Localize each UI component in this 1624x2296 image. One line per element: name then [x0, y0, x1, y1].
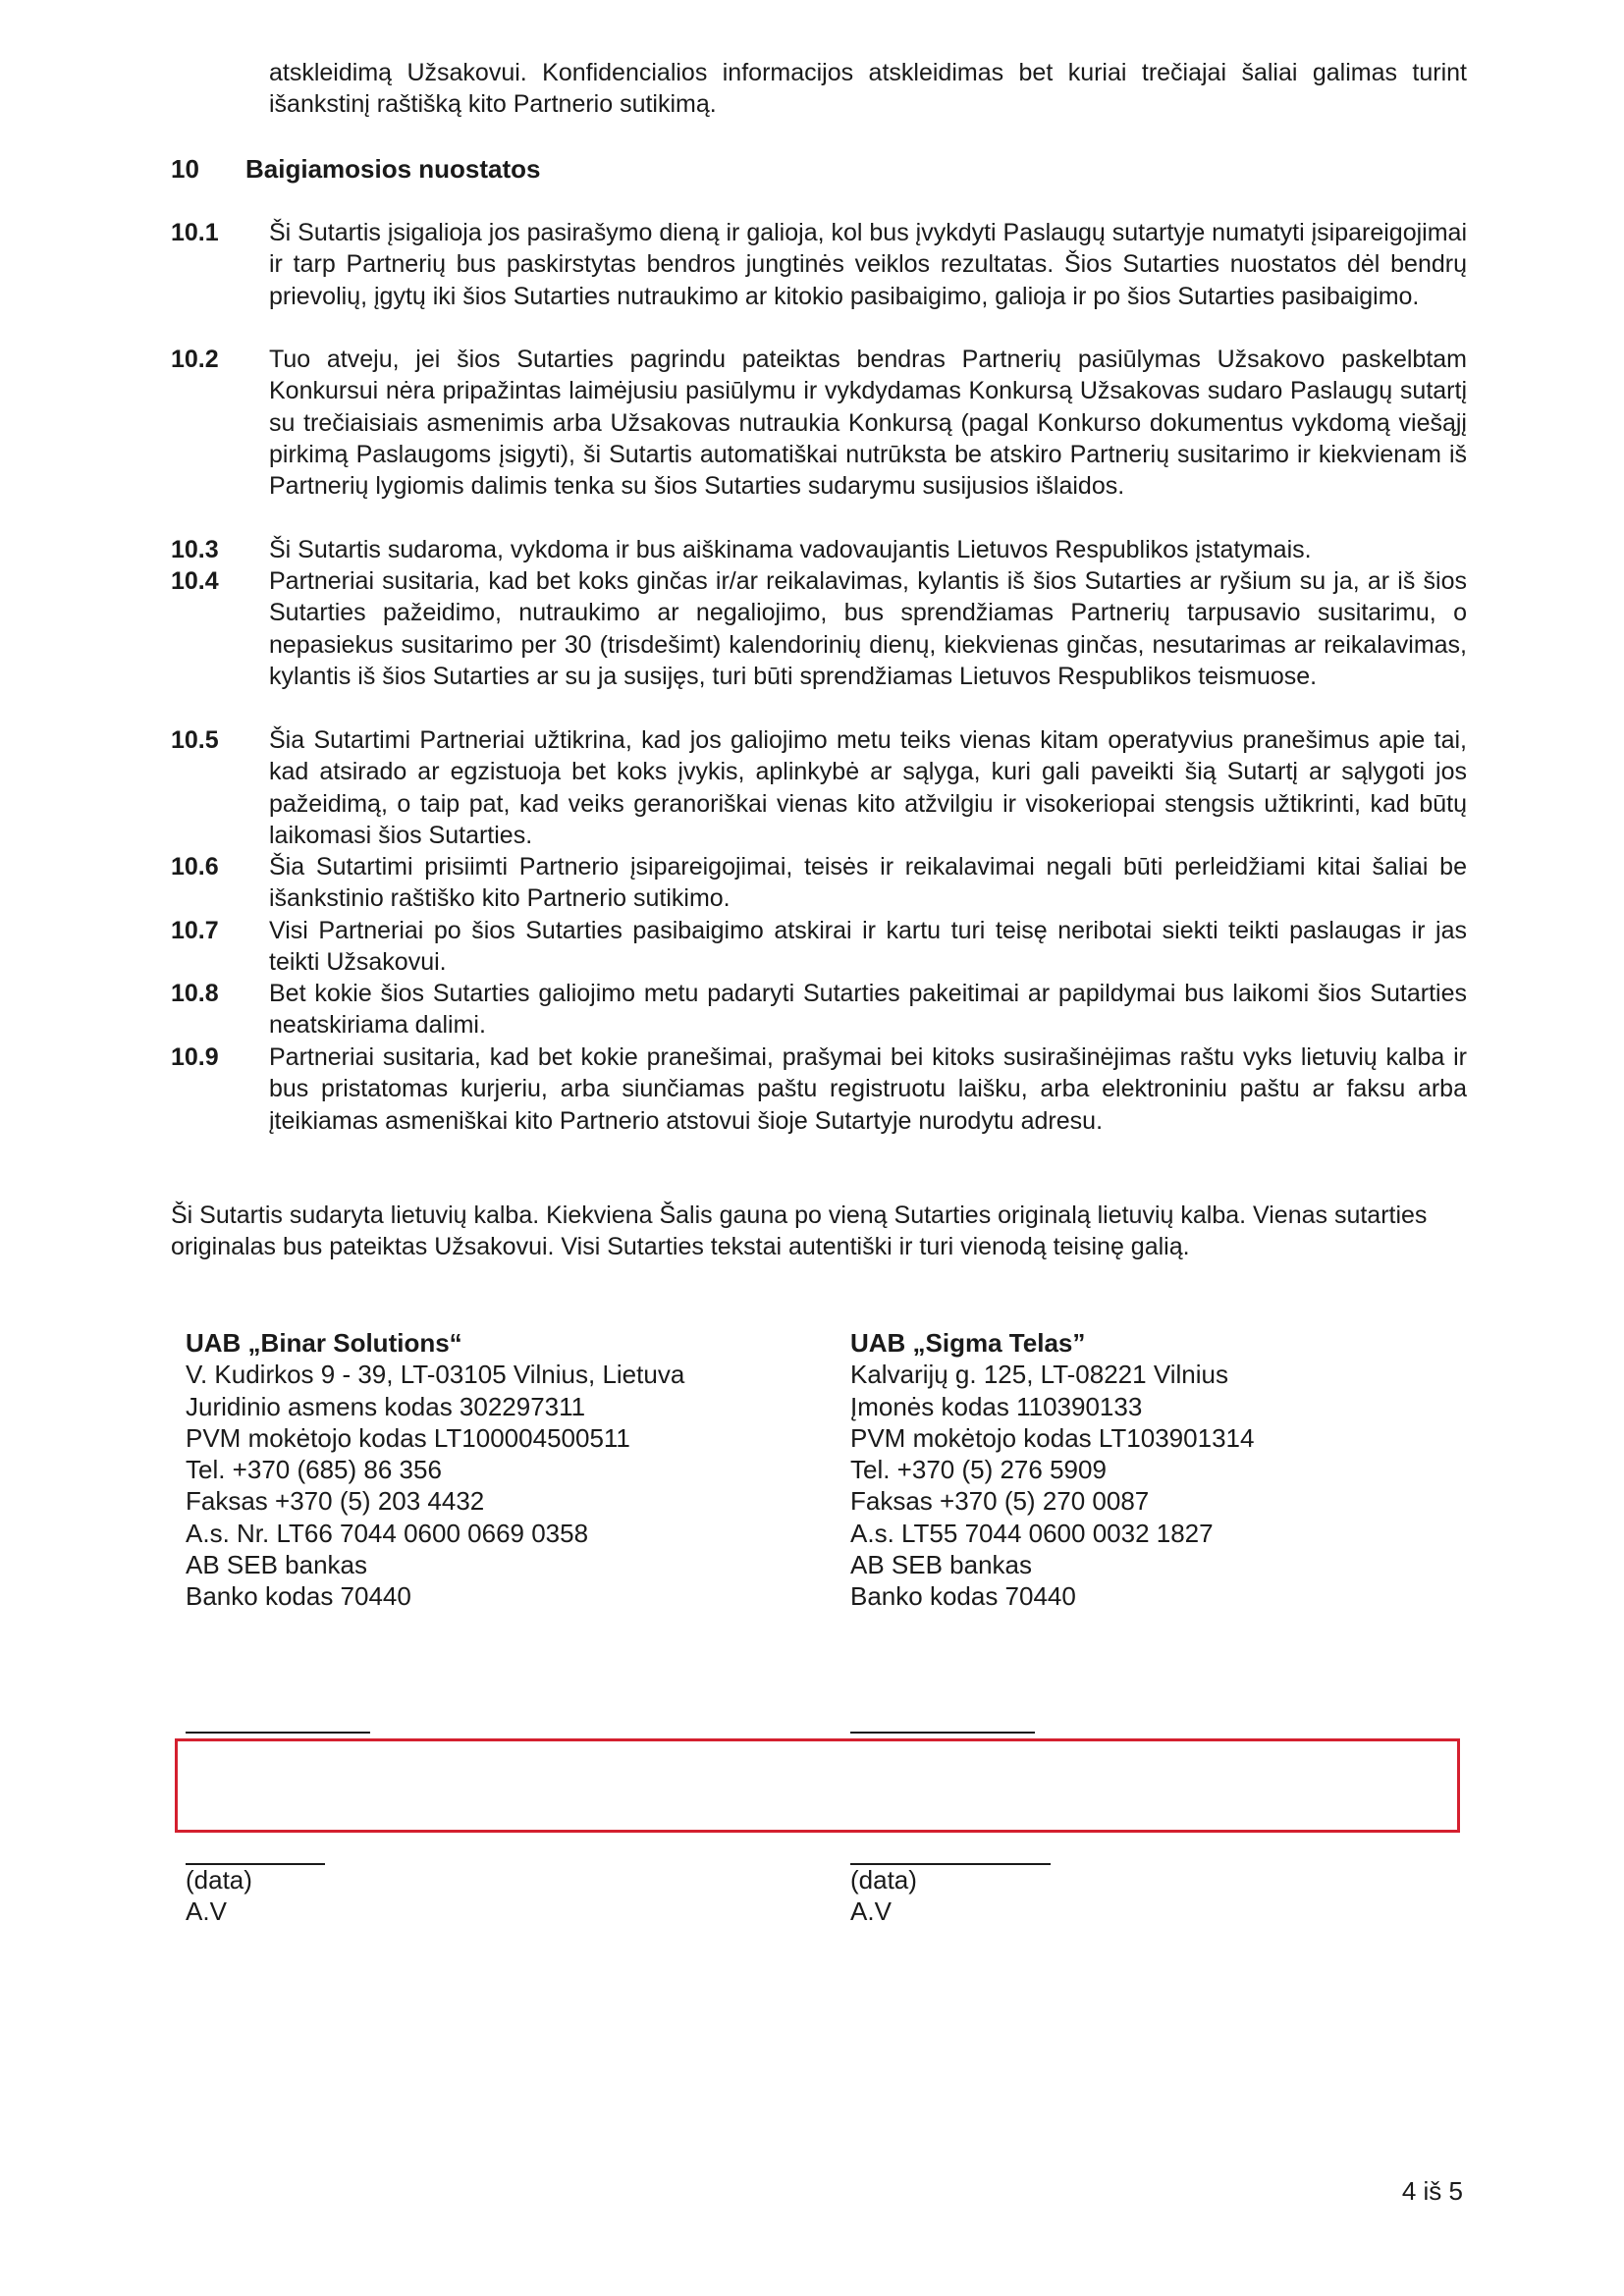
party-binar-details — [186, 1327, 684, 1613]
clause-number: 10.7 — [171, 917, 219, 944]
clause-text: Šia Sutartimi Partneriai užtikrina, kad jos galiojimo metu teiks vienas kitam operatyvius pranešimus apie tai, kad atsirado ar egzistuoja bet koks įvykis, aplinkybė ar sąlyga, kuri gali paveikti šią Sutartį ar sąlygoti jos pažeidimą, o taip pat, kad veiks geranoriškai vienas kito atžvilgiu ir visokeriopai stengsis užtikrinti, kad būtų laikomasi šios Sutarties. — [269, 726, 1467, 849]
party-phone: Tel. +370 (5) 276 5909 — [850, 1455, 1107, 1485]
clause-number: 10.4 — [171, 567, 219, 595]
clause-10-5 — [171, 724, 1467, 851]
clause-10-4 — [171, 565, 1467, 692]
clause-10-2 — [171, 344, 1467, 502]
clause-text: Tuo atveju, jei šios Sutarties pagrindu pateiktas bendras Partnerių pasiūlymas Užsakovo paskelbtam Konkursui nėra pripažintas laimėjusiu pasiūlymu ir vykdydamas Konkursą Užsakovas sudaro Paslaugų sutartį su trečiaisiais asmenimis arba Užsakovas nutraukia Konkursą (pagal Konkurso dokumentus vykdomą viešąjį pirkimą Paslaugoms įsigyti), ši Sutartis automatiškai nutrūksta be atskiro Partnerių susitarimo ir kiekvienam iš Partnerių lygiomis dalimis tenka su šios Sutarties sudarymu susijusios išlaidos. — [269, 346, 1467, 501]
clause-number: 10.5 — [171, 726, 219, 754]
party-company-code: Įmonės kodas 110390133 — [850, 1391, 1143, 1421]
clause-number: 10.6 — [171, 853, 219, 881]
section-title: Baigiamosios nuostatos — [245, 154, 541, 184]
party-bank-code: Banko kodas 70440 — [186, 1581, 411, 1612]
clause-number: 10.2 — [171, 346, 219, 373]
clause-number: 10.1 — [171, 219, 219, 246]
party-sigma-details — [850, 1327, 1254, 1613]
party-phone: Tel. +370 (685) 86 356 — [186, 1455, 442, 1485]
clause-text: Ši Sutartis įsigalioja jos pasirašymo dieną ir galioja, kol bus įvykdyti Paslaugų sutartyje numatyti įsipareigojimai ir tarp Partnerių bus paskirstytas bendros jungtinės veiklos rezultatas. Šios Sutarties nuostatos dėl bendrų prievolių, įgytų iki šios Sutarties nutraukimo ar kitokio pasibaigimo, galioja ir po šios Sutarties pasibaigimo. — [269, 219, 1467, 310]
clause-10-8 — [171, 978, 1467, 1041]
party-address: V. Kudirkos 9 - 39, LT-03105 Vilnius, Lietuva — [186, 1360, 685, 1390]
party-bank-name: AB SEB bankas — [186, 1550, 367, 1580]
party-name: UAB „Sigma Telas” — [850, 1328, 1086, 1358]
party-vat-code: PVM mokėtojo kodas LT100004500511 — [186, 1422, 630, 1453]
party-name: UAB „Binar Solutions“ — [186, 1328, 462, 1358]
section-number: 10 — [171, 154, 199, 184]
page-number: 4 iš 5 — [1401, 2176, 1463, 2206]
clause-10-7 — [171, 915, 1467, 979]
intro-paragraph: atskleidimą Užsakovui. Konfidencialios informacijos atskleidimas bet kuriai trečiajai šaliai galimas turint išankstinį raštišką kito Partnerio sutikimą. — [269, 59, 1467, 119]
clause-text: Bet kokie šios Sutarties galiojimo metu padaryti Sutarties pakeitimai ar papildymai bus laikomi šios Sutarties neatskiriama dalimi. — [269, 980, 1467, 1040]
clause-text: Visi Partneriai po šios Sutarties pasibaigimo atskirai ir kartu turi teisę neribotai siekti teikti paslaugas ir jas teikti Užsakovui. — [269, 917, 1467, 977]
clause-number: 10.8 — [171, 980, 219, 1007]
section-heading — [171, 153, 541, 185]
party-bank-account: A.s. Nr. LT66 7044 0600 0669 0358 — [186, 1518, 589, 1548]
closing-paragraph: Ši Sutartis sudaryta lietuvių kalba. Kiekviena Šalis gauna po vieną Sutarties originalą lietuvių kalba. Vienas sutarties originalas bus pateiktas Užsakovui. Visi Sutarties tekstai autentiški ir turi vienodą teisinę galią. — [171, 1201, 1428, 1261]
clause-number: 10.9 — [171, 1043, 219, 1071]
clause-text: Šia Sutartimi prisiimti Partnerio įsipareigojimai, teisės ir reikalavimai negali būti perleidžiami kitai šaliai be išankstinio raštiško kito Partnerio sutikimo. — [269, 853, 1467, 913]
party-fax: Faksas +370 (5) 270 0087 — [850, 1486, 1150, 1517]
clause-text: Partneriai susitaria, kad bet kokie pranešimai, prašymai bei kitoks susirašinėjimas raštu vyks lietuvių kalba ir bus pristatomas kurjeriu, arba siunčiamas paštu registruotu laišku, arba elektroniniu paštu ar faksu arba įteikiamas asmeniškai kito Partnerio atstovui šioje Sutartyje nurodytu adresu. — [269, 1043, 1467, 1135]
party-company-code: Juridinio asmens kodas 302297311 — [186, 1391, 586, 1421]
clause-number: 10.3 — [171, 536, 219, 563]
party-address: Kalvarijų g. 125, LT-08221 Vilnius — [850, 1360, 1228, 1390]
signature-line-right — [850, 1732, 1035, 1734]
party-bank-code: Banko kodas 70440 — [850, 1581, 1076, 1612]
clause-10-6 — [171, 851, 1467, 915]
party-bank-name: AB SEB bankas — [850, 1550, 1032, 1580]
clause-text: Partneriai susitaria, kad bet koks ginčas ir/ar reikalavimas, kylantis iš šios Sutarties ar ryšium su ja, ar iš šios Sutarties pažeidimo, nutraukimo ar negaliojimo, bus sprendžiamas Partnerių tarpusavio susitarimu, o nepasiekus susitarimo per 30 (trisdešimt) kalendorinių dienų, kiekvienas ginčas, nesutarimas ar reikalavimas, kylantis iš šios Sutarties ar su ja susijęs, turi būti sprendžiamas Lietuvos Respublikos teismuose. — [269, 567, 1467, 690]
date-label-right: (data) — [850, 1865, 917, 1895]
clause-10-3 — [171, 534, 1467, 565]
party-bank-account: A.s. LT55 7044 0600 0032 1827 — [850, 1518, 1214, 1548]
party-fax: Faksas +370 (5) 203 4432 — [186, 1486, 485, 1517]
party-vat-code: PVM mokėtojo kodas LT103901314 — [850, 1422, 1255, 1453]
signature-line-left — [186, 1732, 370, 1734]
date-label-left: (data) — [186, 1865, 252, 1895]
clause-10-1 — [171, 217, 1467, 312]
seal-label-left: A.V — [186, 1896, 227, 1926]
clause-text: Ši Sutartis sudaroma, vykdoma ir bus aiškinama vadovaujantis Lietuvos Respublikos įstatymais. — [269, 536, 1312, 563]
redaction-box — [175, 1738, 1460, 1833]
clause-10-9 — [171, 1041, 1467, 1137]
seal-label-right: A.V — [850, 1896, 892, 1926]
